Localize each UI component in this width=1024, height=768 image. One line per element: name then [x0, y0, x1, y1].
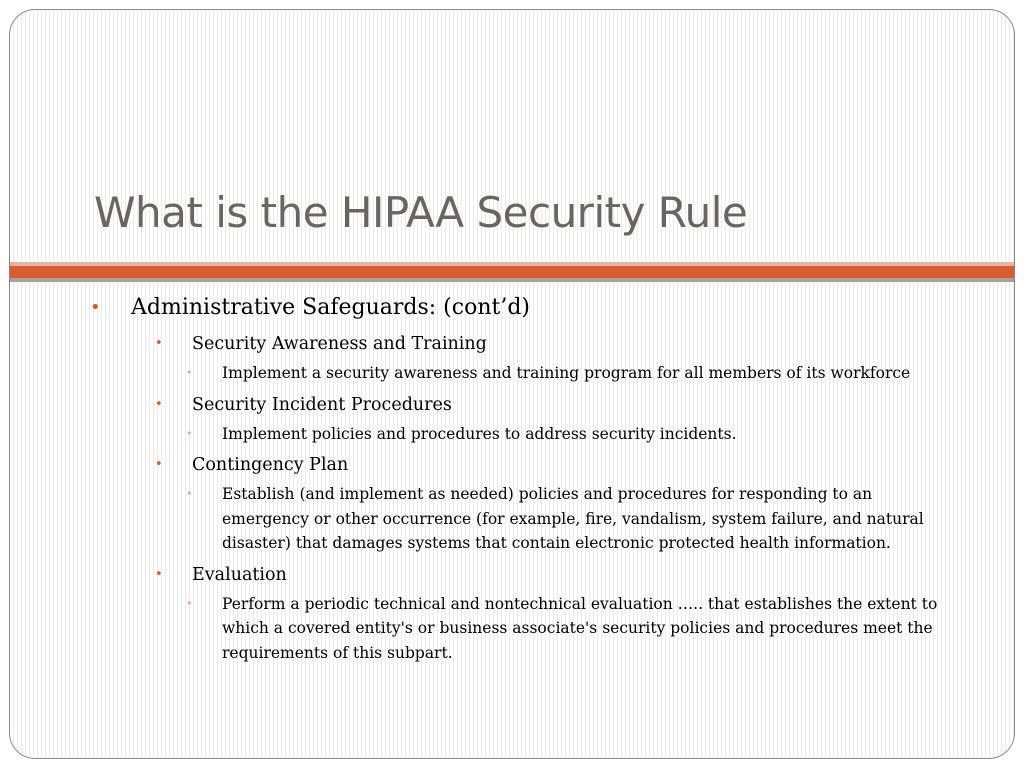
bullet-detail — [10, 592, 1014, 666]
bullet-detail — [10, 482, 1014, 556]
bullet-detail — [10, 361, 1014, 386]
section-heading: Administrative Safeguards: (cont’d) — [131, 295, 530, 320]
slide — [9, 9, 1015, 759]
bullet-level1 — [10, 294, 1014, 322]
title-divider-bottom — [10, 278, 1014, 282]
bullet-dot-icon: • — [186, 596, 193, 610]
bullet-label: Security Awareness and Training — [192, 334, 487, 354]
bullet-detail-text: Implement a security awareness and training program for all members of its workforce — [222, 364, 911, 382]
bullet-security-awareness — [10, 332, 1014, 356]
bullet-detail-text: Establish (and implement as needed) policies and procedures for responding to an emergency or other occurrence (for example, fire, vandalism, system failure, and natural disaster) that damages systems that contain electronic protected health information. — [222, 485, 924, 552]
bullet-label: Evaluation — [192, 564, 287, 585]
bullet-dot-icon: • — [155, 457, 163, 472]
bullet-incident-procedures — [10, 393, 1014, 417]
bullet-dot-icon: • — [155, 566, 163, 582]
title-divider — [10, 266, 1014, 278]
bullet-detail-text: Implement policies and procedures to address security incidents. — [222, 424, 737, 443]
bullet-label: Contingency Plan — [192, 455, 349, 475]
bullet-detail — [10, 422, 1014, 447]
bullet-evaluation — [10, 563, 1014, 587]
bullet-dot-icon: • — [186, 426, 193, 440]
bullet-detail-text: Perform a periodic technical and nontechnical evaluation ….. that establishes the extent to which a covered entity's or business associate's security policies and procedures meet the requirements of this subpart. — [222, 594, 938, 662]
slide-title: What is the HIPAA Security Rule — [94, 188, 748, 237]
bullet-label: Security Incident Procedures — [192, 394, 452, 415]
slide-body — [10, 294, 1014, 672]
bullet-dot-icon: • — [90, 297, 101, 318]
bullet-dot-icon: • — [186, 487, 193, 500]
bullet-dot-icon: • — [155, 396, 163, 412]
bullet-contingency-plan — [10, 453, 1014, 477]
bullet-dot-icon: • — [155, 336, 163, 351]
bullet-dot-icon: • — [186, 366, 193, 379]
